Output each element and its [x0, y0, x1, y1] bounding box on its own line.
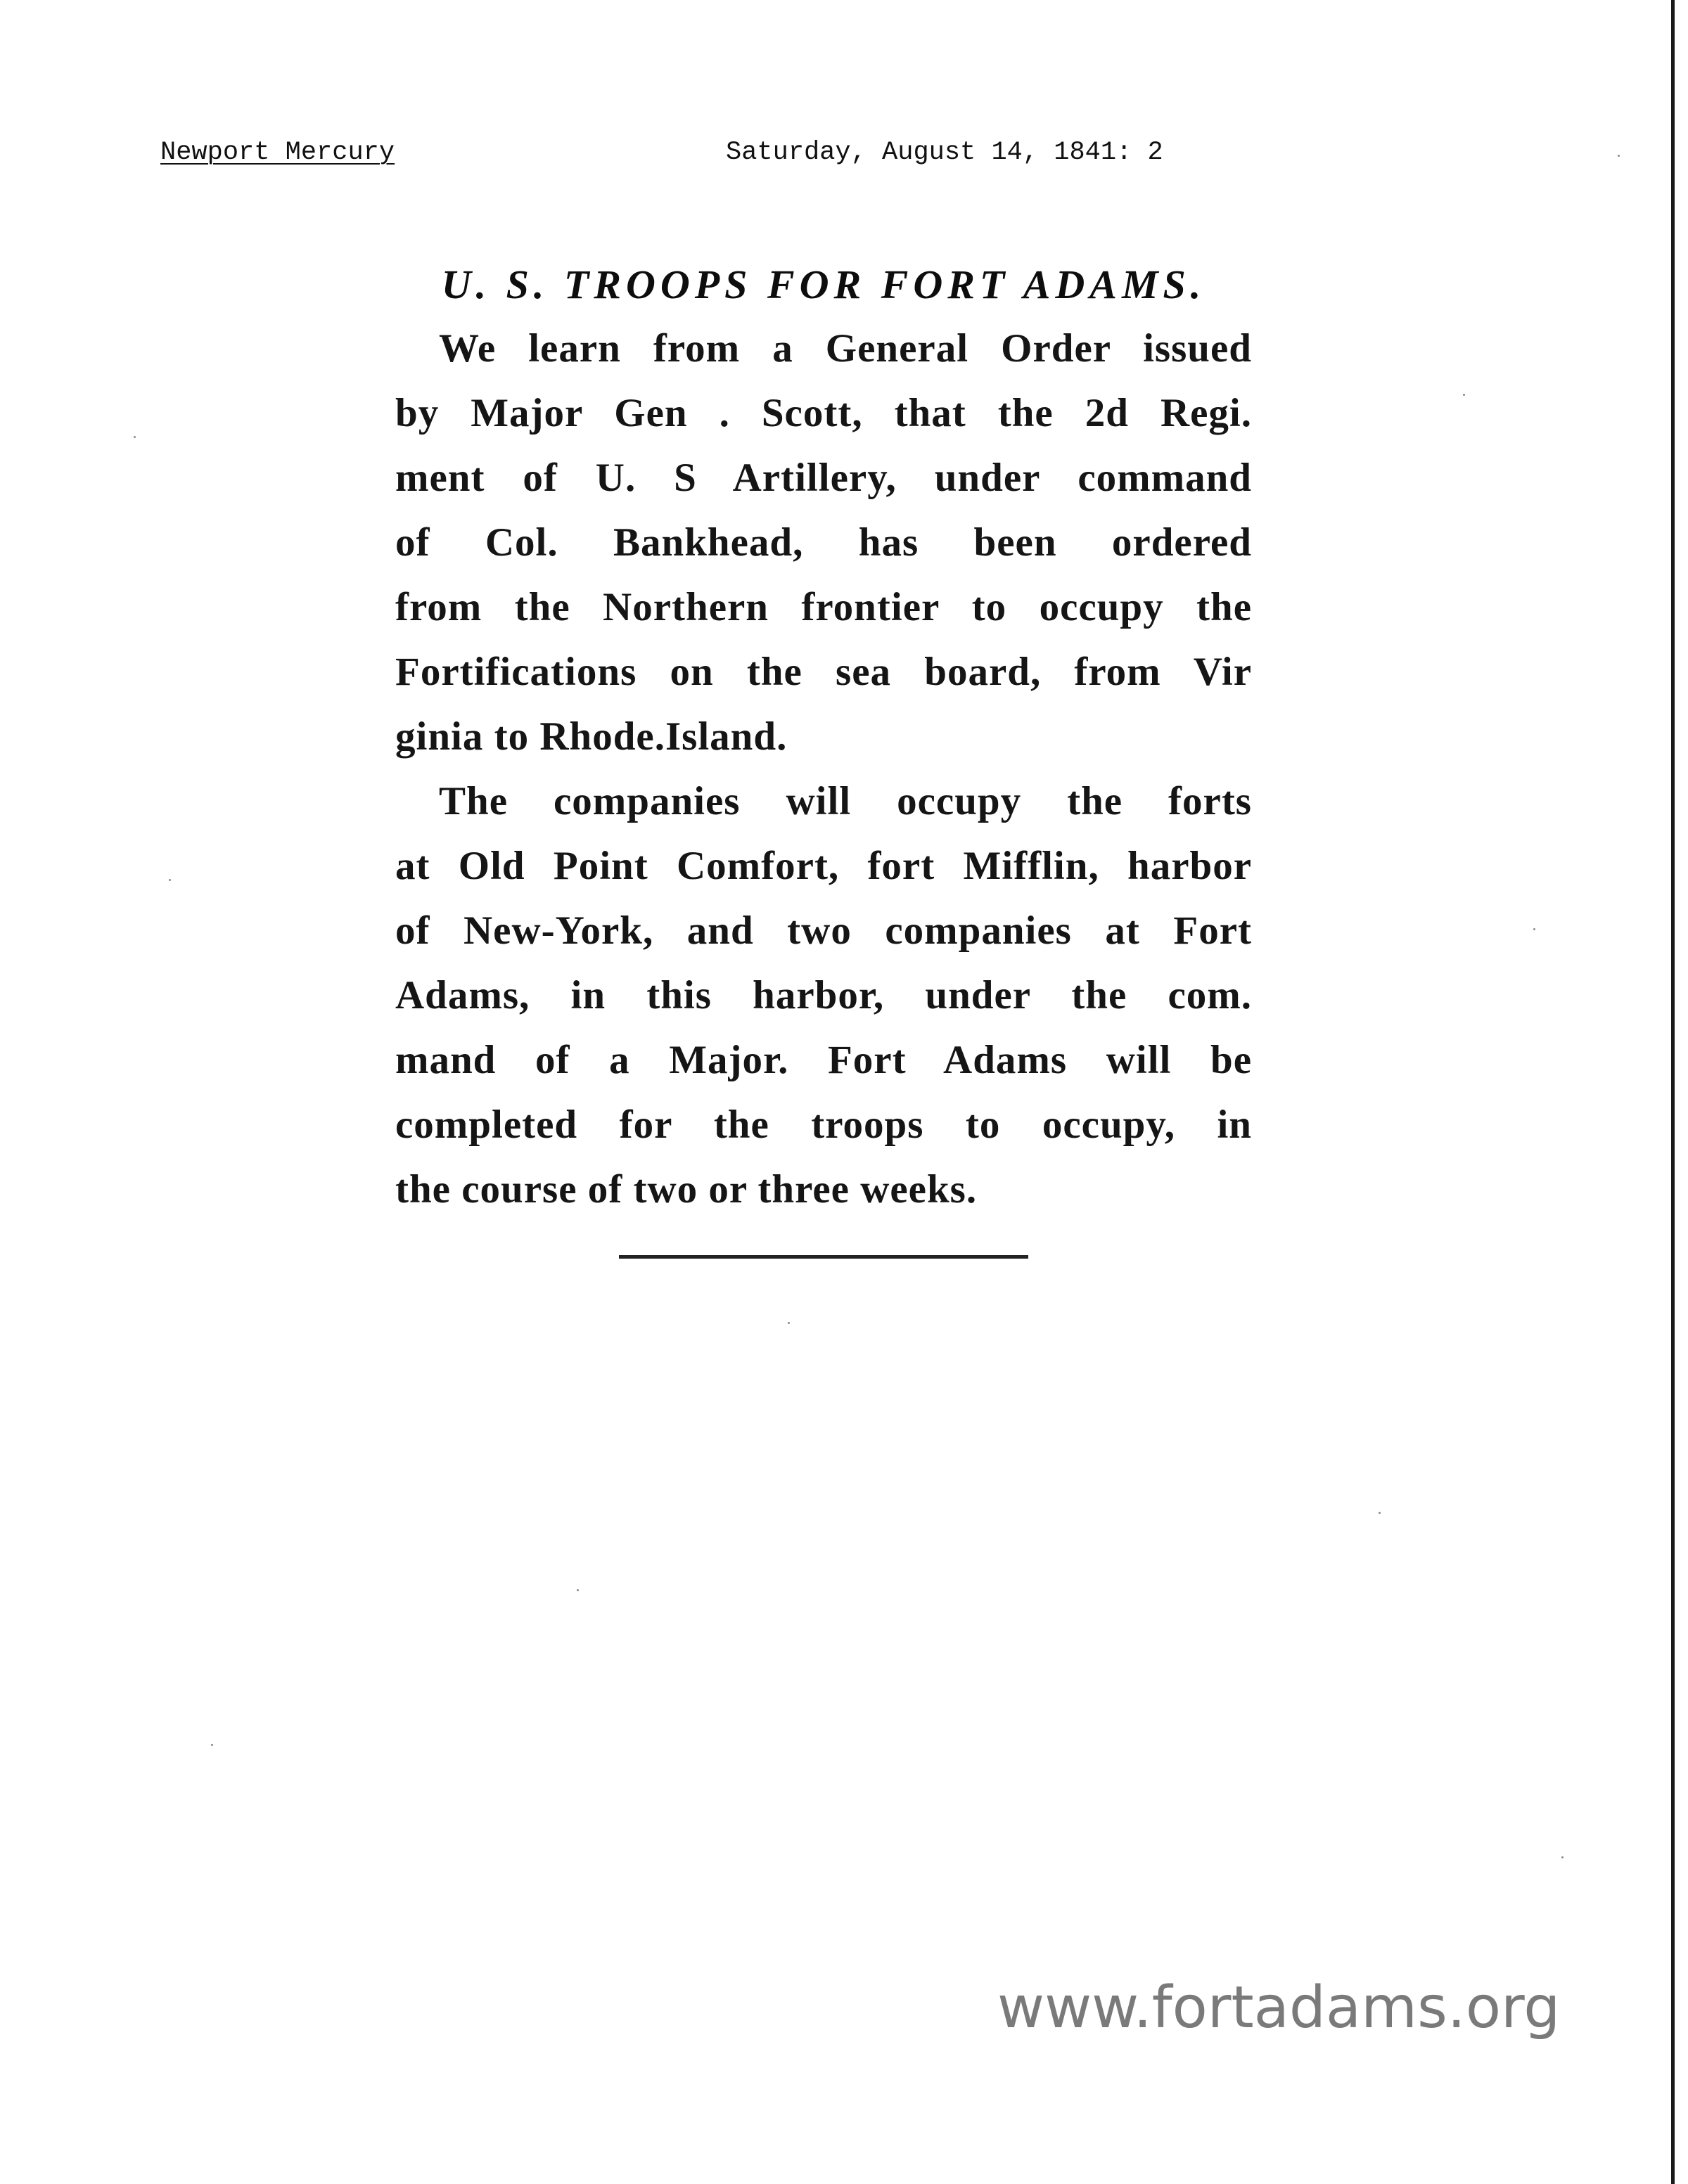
paragraph-line: completed for the troops to occupy, in	[395, 1103, 1252, 1147]
scan-speck	[1533, 928, 1535, 930]
article-headline: U. S. TROOPS FOR FORT ADAMS.	[441, 262, 1206, 307]
scan-speck	[788, 1322, 790, 1324]
scan-speck	[1618, 155, 1620, 157]
scan-speck	[1561, 1856, 1564, 1858]
paragraph-line: The companies will occupy the forts	[439, 779, 1252, 823]
paragraph-line: by Major Gen . Scott, that the 2d Regi.	[395, 391, 1252, 435]
page-edge-border	[1671, 0, 1675, 2184]
publication-date-page: Saturday, August 14, 1841: 2	[726, 138, 1163, 167]
scan-speck	[134, 436, 136, 438]
publication-name: Newport Mercury	[160, 138, 395, 167]
paragraph-line: We learn from a General Order issued	[439, 326, 1252, 371]
paragraph-line: at Old Point Comfort, fort Mifflin, harbor	[395, 844, 1252, 888]
website-watermark: www.fortadams.org	[997, 1974, 1561, 2041]
paragraph-line: of New-York, and two companies at Fort	[395, 908, 1252, 953]
paragraph-line: Fortifications on the sea board, from Vir	[395, 650, 1252, 694]
scan-speck	[211, 1744, 213, 1746]
paragraph-line: the course of two or three weeks.	[395, 1167, 978, 1212]
paragraph-line: from the Northern frontier to occupy the	[395, 585, 1252, 629]
scan-speck	[169, 879, 171, 881]
article-end-rule	[619, 1255, 1028, 1259]
article-paragraph-1	[395, 316, 1252, 769]
article-paragraph-2	[395, 769, 1252, 1222]
paragraph-line: ment of U. S Artillery, under command	[395, 456, 1252, 500]
paragraph-line: mand of a Major. Fort Adams will be	[395, 1038, 1252, 1082]
scan-speck	[1463, 394, 1465, 396]
scan-speck	[577, 1589, 579, 1591]
newspaper-clipping	[395, 260, 1252, 1222]
paragraph-line: of Col. Bankhead, has been ordered	[395, 520, 1252, 565]
paragraph-line: ginia to Rhode.Island.	[395, 714, 788, 759]
scan-speck	[1379, 1512, 1381, 1514]
paragraph-line: Adams, in this harbor, under the com.	[395, 973, 1252, 1017]
